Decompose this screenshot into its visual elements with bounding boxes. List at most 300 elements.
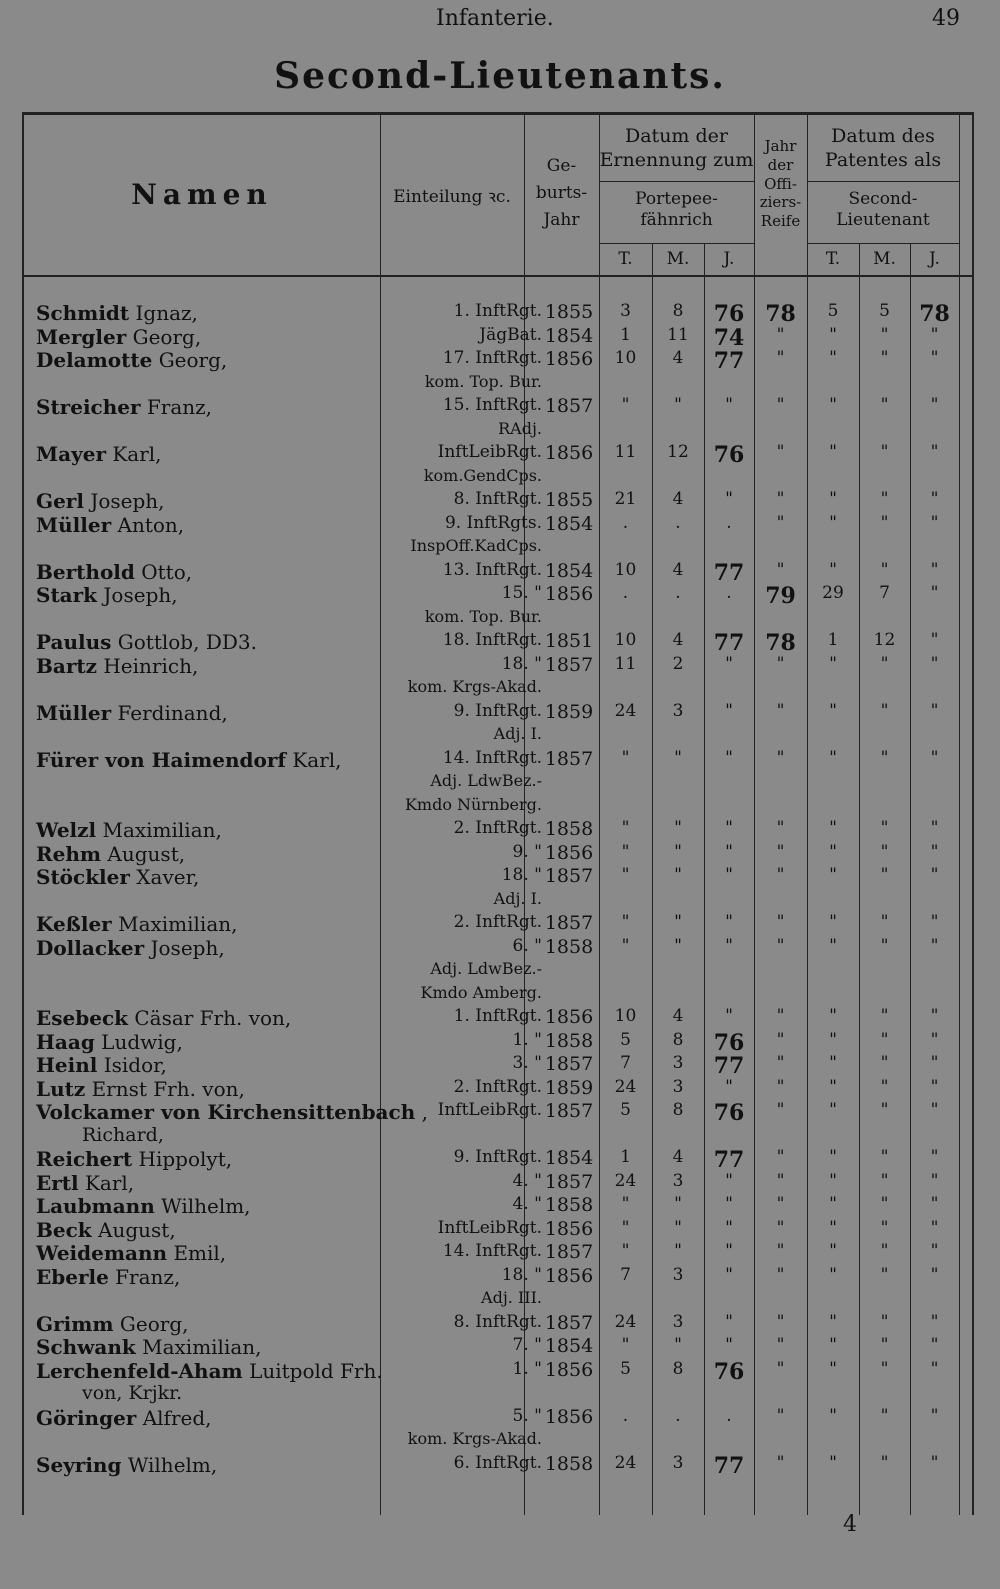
birth-year: 1856: [544, 583, 594, 605]
cell-reife: ": [776, 1147, 785, 1167]
birth-year: 1854: [544, 559, 594, 582]
cell-sj: ": [930, 935, 939, 956]
cell-pt: 11: [614, 653, 637, 674]
given-name: Georg,: [132, 324, 202, 349]
cell-st: ": [829, 559, 837, 580]
cell-reife: ": [776, 1170, 785, 1191]
cell-pt: ": [621, 747, 630, 768]
cell-sj: ": [930, 1100, 939, 1120]
cell-pt: 7: [620, 1264, 631, 1285]
table-row: [24, 936, 972, 960]
given-name: Franz,: [146, 395, 213, 419]
cell-pj: ": [725, 1241, 733, 1261]
cell-reife: ": [776, 935, 785, 956]
officer-name: [36, 630, 257, 654]
cell-st: ": [829, 1405, 837, 1426]
surname: Keßler: [36, 912, 112, 936]
cell-st: ": [829, 912, 837, 932]
col-reife: Jahr der Offi- ziers- Reife: [759, 137, 802, 230]
cell-pt: 3: [620, 301, 631, 321]
cell-sm: ": [880, 1170, 889, 1191]
table-row: [24, 301, 972, 325]
given-name: Georg,: [158, 348, 228, 372]
cell-pm: ": [674, 395, 682, 415]
cell-sj: ": [930, 1076, 939, 1097]
cell-pm: 4: [672, 630, 684, 650]
col-pj: J.: [723, 249, 735, 269]
officer-name: [36, 1453, 217, 1477]
assignment: JägBat.: [479, 324, 542, 345]
birth-year: 1858: [544, 818, 594, 840]
table-row: [24, 395, 972, 419]
assignment-note: kom. Krgs-Akad.: [407, 1429, 542, 1448]
cell-pm: 3: [672, 1311, 684, 1332]
assignment-note: kom. Krgs-Akad.: [407, 677, 542, 696]
cell-pm: 2: [672, 653, 684, 674]
cell-pt: 7: [620, 1053, 631, 1073]
cell-pj: 76: [713, 1358, 745, 1385]
cell-sj: ": [930, 865, 939, 885]
cell-pt: 10: [614, 559, 637, 580]
cell-reife: ": [776, 1358, 785, 1379]
assignment-note: InspOff.KadCps.: [410, 536, 542, 555]
cell-pj: .: [726, 583, 732, 603]
cell-pj: ": [725, 1006, 733, 1026]
birth-year: 1855: [544, 489, 594, 511]
cell-st: ": [829, 1100, 837, 1120]
cell-reife: ": [776, 1217, 785, 1238]
table-row: [24, 513, 972, 537]
cell-sj: ": [930, 1241, 939, 1261]
officer-name: [36, 842, 185, 866]
assignment: 14. InftRgt.: [442, 1241, 542, 1261]
birth-year: 1857: [544, 1241, 594, 1263]
cell-sm: 7: [879, 583, 890, 603]
cell-reife: ": [776, 559, 785, 580]
given-name: Maximilian,: [118, 912, 238, 936]
cell-pt: 10: [614, 630, 637, 650]
given-name: Heinrich,: [103, 653, 199, 678]
given-name: Cäsar Frh. von,: [134, 1006, 292, 1030]
officer-name: [36, 818, 222, 842]
table-row: [24, 1312, 972, 1336]
cell-pm: ": [674, 818, 682, 838]
name-continuation: Richard,: [82, 1123, 164, 1146]
table-row: [24, 748, 972, 772]
assignment: 9. InftRgts.: [444, 512, 542, 533]
cell-st: ": [829, 1053, 837, 1073]
birth-year: 1858: [544, 935, 594, 958]
cell-sj: ": [930, 348, 939, 368]
table-row: [24, 1077, 972, 1101]
table-row: [24, 1335, 972, 1359]
officer-name: [36, 1406, 212, 1430]
cell-sm: ": [880, 1053, 889, 1073]
cell-reife: ": [776, 1311, 785, 1332]
surname: Delamotte: [36, 348, 153, 372]
officer-name: [36, 1312, 188, 1336]
given-name: Joseph,: [103, 583, 178, 607]
surname: Gerl: [36, 489, 84, 513]
cell-pt: ": [621, 1335, 630, 1355]
cell-pm: ": [674, 935, 682, 956]
cell-pj: ": [725, 1194, 733, 1214]
birth-year: 1851: [544, 630, 594, 652]
birth-year: 1857: [544, 1311, 594, 1334]
table-row: [24, 1100, 972, 1124]
table-row: [24, 701, 972, 725]
cell-sj: ": [930, 395, 939, 415]
cell-st: ": [829, 512, 837, 533]
given-name: Joseph,: [150, 935, 225, 960]
officer-name: [36, 1006, 291, 1030]
birth-year: 1857: [544, 1100, 594, 1122]
given-name: Isidor,: [103, 1053, 167, 1077]
assignment: 4. ": [512, 1170, 542, 1191]
cell-st: ": [829, 324, 837, 345]
cell-sj: ": [930, 1029, 939, 1050]
cell-sm: ": [880, 1452, 889, 1473]
assignment-note: Adj. I.: [493, 724, 542, 743]
officer-name: [36, 1265, 180, 1289]
assignment: 9. InftRgt.: [453, 700, 542, 721]
cell-pm: 3: [672, 1076, 684, 1097]
surname: Dollacker: [36, 935, 145, 960]
assignment: 15. InftRgt.: [442, 395, 542, 415]
table-row: [24, 865, 972, 889]
cell-reife: ": [776, 1053, 785, 1073]
cell-st: ": [829, 1194, 837, 1214]
surname: Schmidt: [36, 301, 130, 325]
officer-name: [36, 1359, 383, 1383]
cell-st: ": [829, 865, 837, 885]
cell-reife: ": [776, 865, 785, 885]
surname: Mayer: [36, 442, 106, 466]
cell-pt: 24: [614, 1311, 637, 1332]
table-row: [24, 912, 972, 936]
officer-name: [36, 348, 227, 372]
surname: Streicher: [36, 395, 141, 419]
cell-pt: ": [621, 1217, 630, 1238]
cell-pj: ": [725, 841, 733, 862]
cell-pm: 4: [672, 489, 684, 509]
birth-year: 1856: [544, 1358, 594, 1381]
col-portepee: Portepee- fähnrich: [635, 189, 718, 231]
cell-sj: ": [930, 1006, 939, 1026]
given-name: Luitpold Frh.: [249, 1358, 383, 1383]
cell-reife: ": [776, 1335, 785, 1355]
cell-pj: ": [725, 395, 733, 415]
cell-pt: ": [621, 1194, 630, 1214]
cell-pm: 3: [672, 1053, 684, 1073]
cell-sj: ": [930, 700, 939, 721]
table-row: [24, 1171, 972, 1195]
table-row: [24, 325, 972, 349]
given-name: Joseph,: [90, 489, 165, 513]
cell-sj: ": [930, 324, 939, 345]
officer-name: [36, 1241, 226, 1265]
given-name: Gottlob, DD3.: [117, 630, 257, 654]
assignment: 6. InftRgt.: [453, 1452, 542, 1473]
assignment-note: kom. Top. Bur.: [424, 606, 542, 626]
surname: Beck: [36, 1217, 92, 1242]
given-name: Otto,: [141, 559, 193, 584]
surname: Schwank: [36, 1335, 136, 1359]
birth-year: 1858: [544, 1029, 594, 1052]
surname: Rehm: [36, 841, 102, 866]
cell-pj: ": [725, 935, 733, 956]
given-name: Maximilian,: [142, 1335, 262, 1359]
assignment: 18. ": [501, 1264, 542, 1285]
cell-st: ": [829, 442, 837, 462]
birth-year: 1856: [544, 841, 594, 864]
table-row: [24, 1453, 972, 1477]
cell-st: ": [829, 818, 837, 838]
assignment: 18. ": [501, 653, 542, 674]
cell-pt: 24: [614, 1076, 637, 1097]
cell-sm: 12: [873, 630, 896, 650]
given-name: Karl,: [84, 1170, 135, 1195]
cell-reife: ": [776, 1452, 785, 1473]
cell-st: ": [829, 348, 837, 368]
cell-pj: ": [725, 489, 733, 509]
cell-reife: ": [776, 1405, 785, 1426]
cell-st: ": [829, 1335, 837, 1355]
cell-pm: 12: [667, 442, 689, 462]
surname: Esebeck: [36, 1006, 128, 1030]
cell-st: ": [829, 1311, 837, 1332]
birth-year: 1857: [544, 1053, 594, 1075]
surname: Seyring: [36, 1452, 122, 1477]
surname: Reichert: [36, 1147, 133, 1171]
cell-pj: ": [725, 1076, 733, 1097]
surname: Fürer von Haimendorf: [36, 747, 286, 772]
cell-reife: ": [776, 747, 785, 768]
birth-year: 1856: [544, 1006, 594, 1028]
surname: Haag: [36, 1029, 95, 1054]
assignment: 9. ": [512, 841, 542, 862]
cell-sm: ": [880, 1006, 889, 1026]
assignment: 9. InftRgt.: [453, 1147, 542, 1167]
assignment: InftLeibRgt.: [437, 1217, 542, 1238]
cell-sm: ": [880, 1405, 889, 1426]
cell-sj: ": [930, 1335, 939, 1355]
col-assignment: Einteilung ꝛc.: [393, 187, 511, 207]
cell-pj: ": [725, 1170, 733, 1191]
cell-pt: ": [621, 865, 630, 885]
cell-sj: ": [930, 1264, 939, 1285]
surname: Heinl: [36, 1053, 98, 1077]
given-name: Anton,: [117, 512, 185, 537]
cell-st: ": [829, 841, 837, 862]
officer-name: [36, 513, 184, 537]
given-name: Wilhelm,: [161, 1194, 251, 1218]
assignment-note: RAdj.: [498, 418, 542, 438]
col-sj: J.: [929, 249, 940, 269]
cell-sj: ": [930, 559, 939, 580]
cell-sm: ": [880, 1264, 889, 1285]
cell-pt: .: [622, 512, 629, 533]
surname: Ertl: [36, 1170, 79, 1195]
cell-pj: 77: [713, 1147, 745, 1173]
assignment: 17. InftRgt.: [442, 348, 542, 368]
cell-pt: ": [621, 395, 630, 415]
birth-year: 1859: [544, 700, 594, 723]
cell-sj: ": [930, 1217, 939, 1238]
given-name: ,: [421, 1100, 428, 1124]
table-row: [24, 1359, 972, 1383]
surname: Lutz: [36, 1076, 86, 1101]
assignment: 1. ": [512, 1029, 542, 1050]
cell-st: ": [829, 1147, 837, 1167]
given-name: Xaver,: [136, 865, 200, 889]
cell-pj: 76: [713, 301, 745, 327]
given-name: Karl,: [292, 747, 342, 772]
cell-pj: ": [725, 747, 733, 768]
cell-sm: ": [880, 653, 889, 674]
cell-sm: ": [880, 912, 889, 932]
cell-pj: 77: [713, 348, 745, 374]
cell-st: ": [829, 1076, 837, 1097]
cell-pm: 8: [672, 1100, 684, 1120]
cell-reife: ": [776, 442, 785, 462]
cell-sm: ": [880, 700, 889, 721]
cell-sj: ": [930, 512, 939, 533]
officer-name: [36, 489, 165, 513]
cell-pm: ": [674, 1335, 682, 1355]
officer-table: [22, 112, 974, 1515]
assignment-note: Kmdo Amberg.: [420, 982, 542, 1002]
cell-reife: ": [776, 489, 785, 509]
table-row: [24, 818, 972, 842]
cell-pj: ": [725, 653, 733, 674]
cell-pm: 3: [672, 1170, 684, 1191]
cell-pt: ": [621, 935, 630, 956]
officer-name: [36, 1335, 262, 1359]
assignment: 8. InftRgt.: [453, 489, 542, 509]
cell-st: 1: [827, 630, 839, 650]
given-name: August,: [107, 841, 186, 866]
cell-reife: ": [776, 324, 785, 345]
officer-name: [36, 442, 162, 466]
cell-pt: 5: [620, 1029, 631, 1050]
given-name: Alfred,: [142, 1405, 212, 1430]
signature-mark: 4: [843, 1512, 857, 1537]
assignment: 13. InftRgt.: [442, 559, 542, 580]
assignment: InftLeibRgt.: [437, 1100, 542, 1120]
cell-pj: ": [725, 865, 733, 885]
cell-pt: ": [621, 818, 630, 838]
cell-pj: 77: [713, 1053, 745, 1079]
cell-reife: ": [776, 348, 785, 368]
cell-pm: 3: [672, 700, 684, 721]
officer-name: [36, 301, 198, 325]
cell-pm: 3: [672, 1452, 684, 1473]
given-name: August,: [98, 1217, 176, 1242]
cell-sj: ": [930, 1053, 939, 1073]
birth-year: 1857: [544, 747, 594, 770]
cell-reife: ": [776, 1029, 785, 1050]
assignment: 18. ": [501, 865, 542, 885]
cell-pj: 76: [713, 1100, 745, 1126]
cell-pt: .: [622, 1405, 629, 1426]
cell-reife: ": [776, 841, 785, 862]
birth-year: 1856: [544, 1264, 594, 1287]
officer-name: [36, 701, 228, 725]
surname: Grimm: [36, 1311, 114, 1336]
cell-sm: ": [880, 747, 889, 768]
cell-st: 5: [827, 301, 839, 321]
cell-sm: ": [880, 1100, 889, 1120]
cell-sj: ": [930, 1170, 939, 1191]
assignment-note: Adj. LdwBez.-: [430, 959, 542, 978]
cell-sm: ": [880, 1217, 889, 1238]
officer-name: [36, 583, 178, 607]
cell-pj: ": [725, 912, 733, 932]
cell-pt: 5: [620, 1358, 631, 1379]
officer-name: [36, 560, 192, 584]
table-row: [24, 560, 972, 584]
cell-st: ": [829, 489, 837, 509]
cell-sm: ": [880, 865, 889, 885]
surname: Bartz: [36, 653, 97, 678]
given-name: Hippolyt,: [138, 1147, 233, 1171]
cell-pt: 24: [614, 1170, 637, 1191]
surname: Weidemann: [36, 1241, 168, 1265]
cell-pm: 8: [672, 1358, 684, 1379]
cell-sj: ": [930, 1405, 939, 1426]
cell-reife: ": [776, 818, 785, 838]
cell-pj: ": [725, 1335, 733, 1355]
cell-sj: ": [930, 747, 939, 768]
cell-st: ": [829, 1217, 837, 1238]
cell-sm: ": [880, 512, 889, 533]
birth-year: 1857: [544, 1170, 594, 1193]
cell-pj: 77: [713, 559, 745, 586]
cell-pm: 11: [667, 324, 689, 345]
cell-pt: 1: [620, 1147, 631, 1167]
assignment-note: kom.GendCps.: [423, 465, 542, 485]
birth-year: 1858: [544, 1194, 594, 1216]
cell-pm: .: [675, 1405, 681, 1426]
table-row: [24, 654, 972, 678]
cell-pj: ": [725, 1217, 733, 1238]
birth-year: 1857: [544, 912, 594, 934]
cell-sm: 5: [879, 301, 890, 321]
cell-sj: ": [930, 818, 939, 838]
assignment: 4. ": [512, 1194, 542, 1214]
cell-sm: ": [880, 1335, 889, 1355]
given-name: Ignaz,: [135, 301, 198, 325]
cell-sj: ": [930, 1358, 939, 1379]
surname: Müller: [36, 700, 112, 725]
cell-sj: ": [930, 1147, 939, 1167]
surname: Eberle: [36, 1264, 109, 1289]
cell-sm: ": [880, 559, 889, 580]
given-name: Wilhelm,: [127, 1452, 218, 1477]
col-birth: Ge- burts- Jahr: [535, 156, 588, 231]
cell-sj: ": [930, 1311, 939, 1332]
table-row: [24, 1147, 972, 1171]
cell-sm: ": [880, 935, 889, 956]
table-row: [24, 842, 972, 866]
surname: Mergler: [36, 324, 127, 349]
officer-name: [36, 395, 212, 419]
cell-pm: ": [674, 912, 682, 932]
table-row: [24, 1218, 972, 1242]
cell-pt: 10: [614, 348, 637, 368]
table-row: [24, 1406, 972, 1430]
